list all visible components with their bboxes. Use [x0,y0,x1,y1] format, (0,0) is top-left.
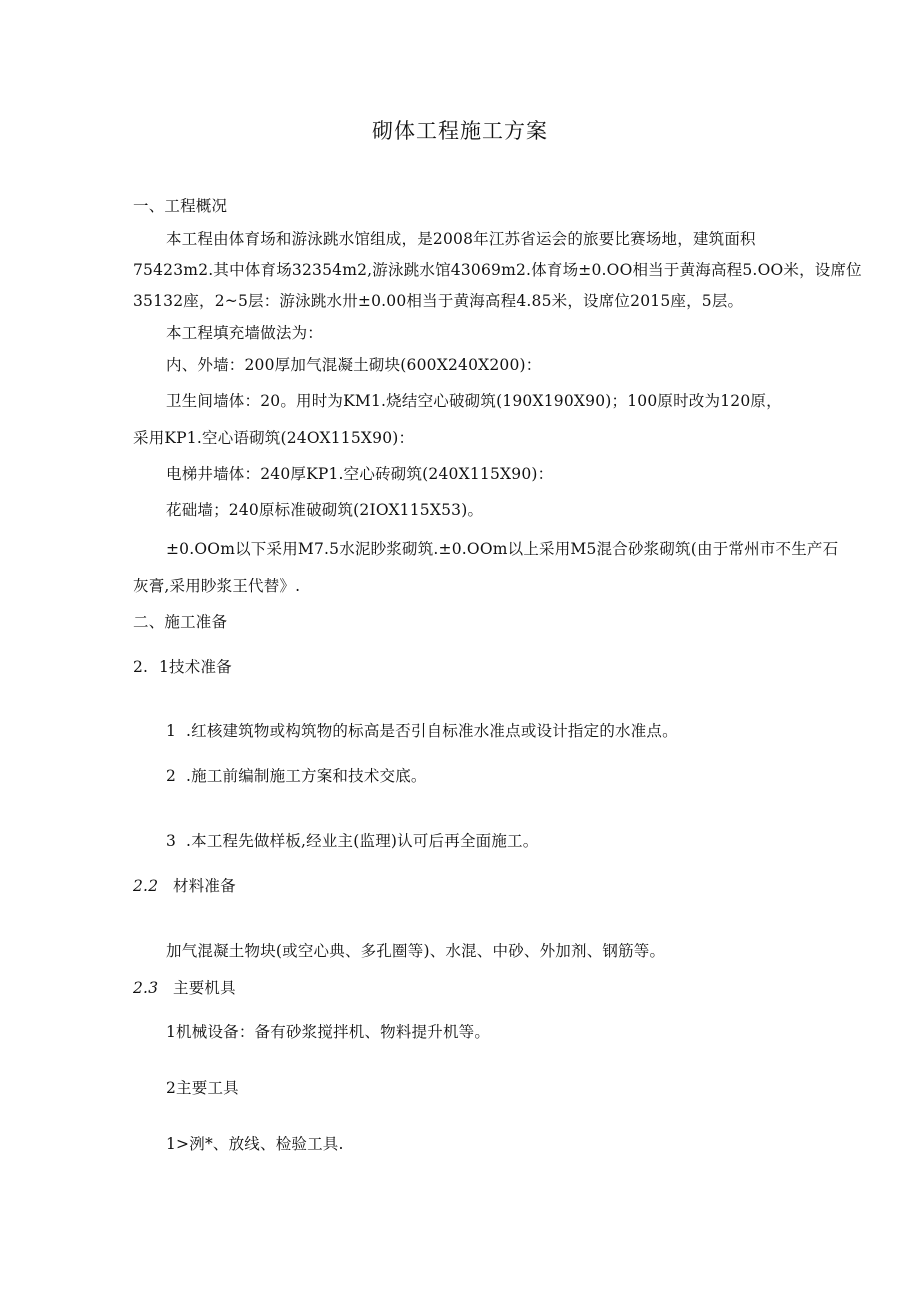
bathroom-wall-line-1: 卫生间墙体：20。用时为KM1.烧结空心破砌筑(190X190X90)；100原时改为120原， [166,392,782,410]
bathroom-wall-line-2: 采用KP1.空心语砌筑(24OX115X90)： [133,429,415,447]
inner-outer-wall: 内、外墙：200厚加气混凝土砌块(600X240X200)： [166,356,542,374]
list-item [166,831,538,851]
subsection-2-1-heading [133,657,232,677]
subsection-2-3-number: 2.3 [133,979,159,997]
section-1-heading: 一、工程概况 [133,197,228,215]
overview-paragraph-line-3: 35132座，2~5层：游泳跳水卅±0.00相当于黄海高程4.85米，设席位2015座，5层。 [133,292,744,310]
list-item-number: 3 [166,832,177,850]
subsection-2-1-number: 2. [133,658,149,676]
mortar-paragraph-line-1: ±0.OOm以下采用M7.5水泥眇浆砌筑.±0.OOm以上采用M5混合砂浆砌筑(由于常州市不生产石 [166,540,839,558]
list-item-text: .本工程先做样板,经业主(监理)认可后再全面施工。 [186,832,539,850]
survey-tools: 1>洌*、放线、检验工具. [166,1135,344,1153]
overview-paragraph-line-2: 75423m2.其中体育场32354m2,游泳跳水馆43069m2.体育场±0.OO相当于黄海高程5.OO米，设席位 [133,261,862,279]
main-tools-heading: 2主要工具 [166,1079,239,1097]
list-item-number: 1 [166,722,177,740]
list-item [166,766,427,786]
elevator-shaft-wall: 电梯井墙体：240厚KP1.空心砖砌筑(240X115X90)： [166,465,554,483]
list-item-number: 2 [166,767,177,785]
subsection-2-3-heading [133,978,236,998]
document-title: 砌体工程施工方案 [372,119,548,143]
subsection-2-2-heading [133,876,236,896]
list-item-text: .红核建筑物或构筑物的标高是否引自标准水准点或设计指定的水准点。 [186,722,678,740]
materials-list: 加气混凝土物块(或空心典、多孔圈等)、水混、中砂、外加剂、钢筋等。 [166,942,666,960]
foundation-wall: 花础墙；240原标准破砌筑(2IOX115X53)。 [166,501,484,519]
subsection-2-3-title: 主要机具 [173,979,236,997]
subsection-2-2-number: 2.2 [133,877,159,895]
subsection-2-1-title: 1技术准备 [159,658,232,676]
subsection-2-2-title: 材料准备 [173,877,236,895]
list-item [166,721,678,741]
overview-paragraph-line-1: 本工程由体育场和游泳跳水馆组成，是2008年江苏省运会的旅要比赛场地，建筑面积 [166,230,756,248]
list-item-text: .施工前编制施工方案和技术交底。 [186,767,427,785]
section-2-heading: 二、施工准备 [133,613,228,631]
mechanical-equipment: 1机械设备：备有砂浆搅拌机、物料提升机等。 [166,1023,491,1041]
mortar-paragraph-line-2: 灰膏,采用眇浆王代替》. [133,577,301,595]
infill-wall-intro: 本工程填充墙做法为： [166,324,324,342]
